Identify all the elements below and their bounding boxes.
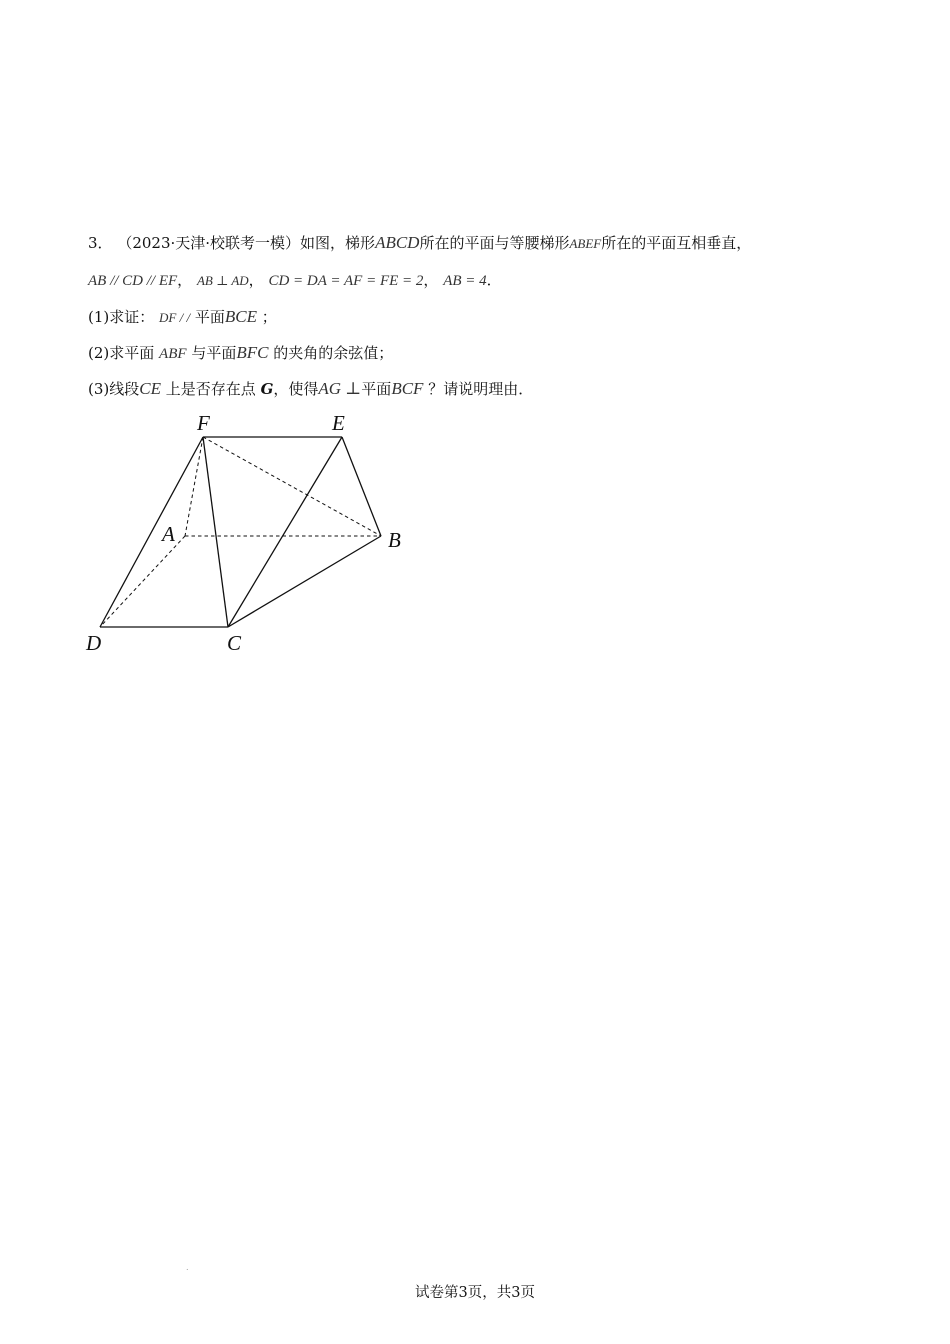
question-1	[88, 307, 277, 328]
problem-number: 3．	[88, 234, 113, 252]
problem-statement-line-1	[88, 233, 751, 254]
problem-statement-line-2	[88, 270, 502, 291]
q3-math-bcf: BCF	[391, 379, 424, 398]
period: ．	[486, 271, 502, 289]
q3-point-g: G	[260, 380, 274, 398]
edge-cb	[228, 536, 381, 627]
q1-math-bce: BCE	[224, 307, 257, 326]
q2-end: 的夹角的余弦值；	[273, 344, 394, 362]
footer-mark: .	[186, 1263, 189, 1272]
q3-mid: 上是否存在点	[165, 380, 256, 398]
geometry-figure	[80, 405, 420, 660]
problem-source: （2023·天津·校联考一模）	[117, 234, 301, 252]
q2-prefix: (2)求平面	[88, 344, 155, 362]
trapezoid-abcd: ABCD	[375, 233, 420, 252]
q2-math-abf: ABF	[159, 346, 187, 362]
label-b: B	[388, 528, 401, 552]
intro-mid-text: 所在的平面与等腰梯形	[419, 234, 570, 252]
separator: ，	[248, 271, 264, 289]
edge-ce	[228, 437, 342, 627]
edge-eb	[342, 437, 381, 536]
trapezoid-abef: ABEF	[569, 236, 602, 251]
q3-mid2: ，使得	[273, 380, 319, 398]
q3-math-ce: CE	[139, 379, 161, 398]
q3-math-ag: AG ⊥	[318, 379, 362, 398]
q1-prefix: (1)求证：	[88, 308, 155, 326]
condition-parallel: AB // CD // EF	[88, 273, 178, 289]
label-a: A	[162, 522, 175, 546]
separator: ，	[177, 271, 193, 289]
label-f: F	[197, 411, 210, 435]
q2-mid: 与平面	[191, 344, 237, 362]
q1-end: ；	[261, 308, 277, 326]
condition-lengths: CD = DA = AF = FE = 2	[268, 273, 424, 289]
intro-text: 如图，梯形	[300, 234, 376, 252]
intro-end-text: 所在的平面互相垂直，	[601, 234, 752, 252]
separator: ，	[423, 271, 439, 289]
label-e: E	[332, 411, 345, 435]
label-c: C	[227, 631, 242, 655]
q1-math-df: DF / /	[159, 310, 191, 325]
question-2	[88, 343, 393, 364]
question-3	[88, 379, 533, 399]
q1-text: 平面	[190, 308, 225, 326]
edge-fd	[100, 437, 203, 627]
q3-mid3: 平面	[361, 380, 392, 398]
label-d: D	[86, 631, 102, 655]
condition-ab-length: AB = 4	[443, 273, 487, 289]
q3-end: ？请说明理由．	[428, 380, 534, 398]
page-footer: 试卷第3页，共3页	[415, 1285, 535, 1301]
q2-math-bfc: BFC	[236, 343, 269, 362]
edge-fc	[203, 437, 228, 627]
q3-prefix: (3)线段	[88, 380, 140, 398]
condition-perpendicular: AB ⊥ AD	[196, 273, 249, 288]
edge-fa-hidden	[185, 437, 203, 536]
